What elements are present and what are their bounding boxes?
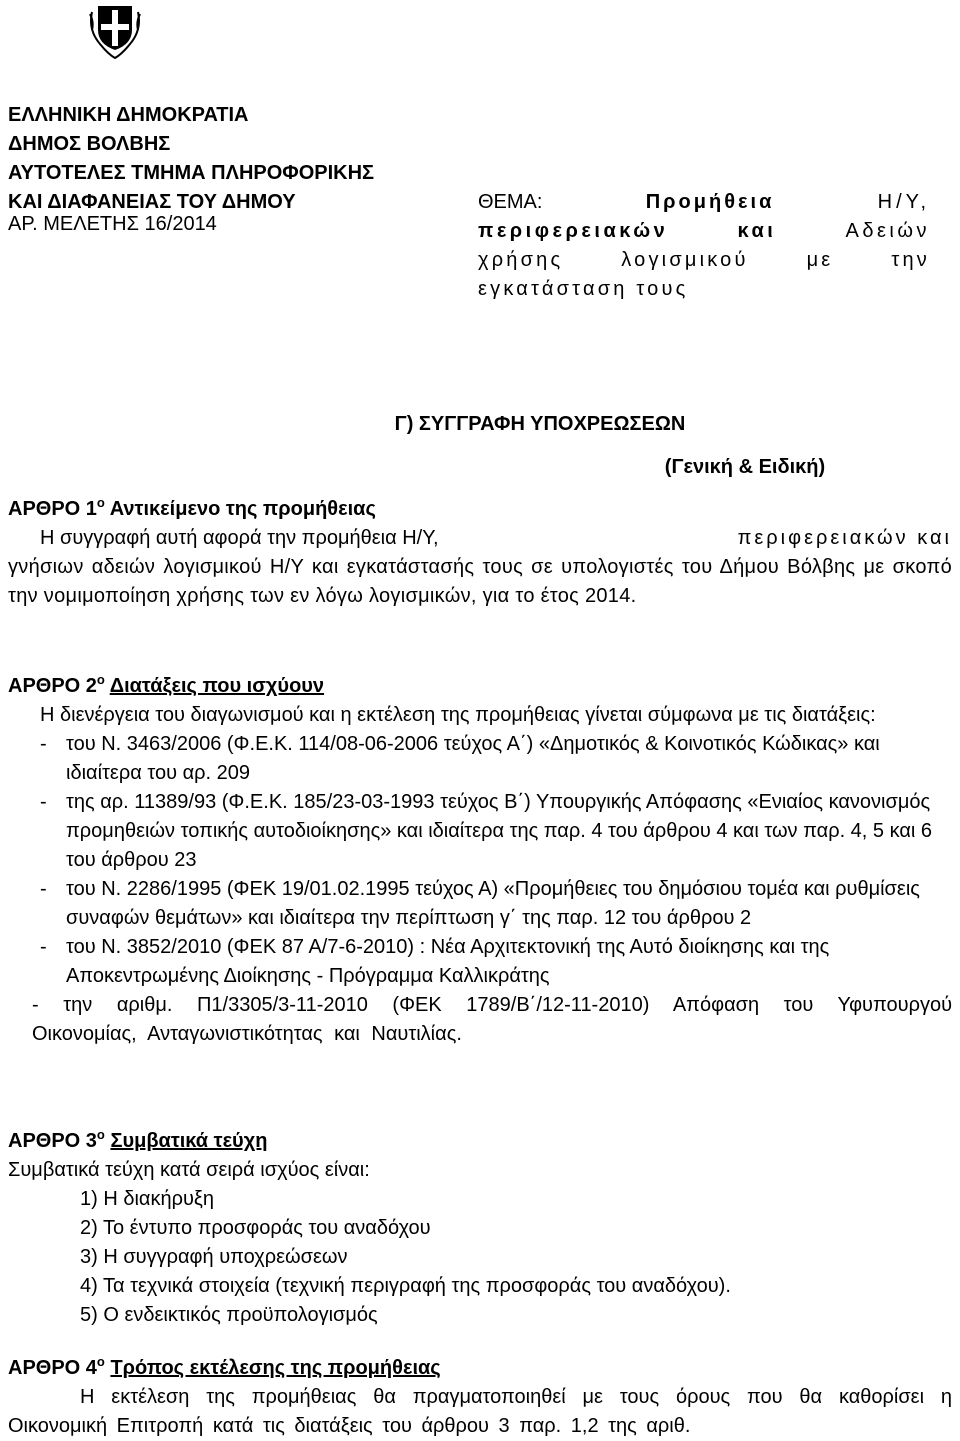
subject-word: εγκατάσταση τους: [478, 278, 689, 300]
subject-block: [478, 188, 930, 304]
list-item: - του Ν. 3852/2010 (ΦΕΚ 87 Α/7-6-2010) : Νέα Αρχιτεκτονική της Αυτό διοίκησης και της Αποκεντρωμένης Διοίκησης - Πρόγραμμα Καλλικράτης: [8, 933, 952, 991]
article-number: ΑΡΘΡΟ 2: [8, 675, 97, 697]
study-number: ΑΡ. ΜΕΛΕΤΗΣ 16/2014: [8, 213, 217, 235]
section-subtitle: (Γενική & Ειδική): [664, 456, 826, 478]
list-item: - της αρ. 11389/93 (Φ.Ε.Κ. 185/23-03-1993 τεύχος Β΄) Υπουργικής Απόφασης «Ενιαίος κανονισμός προμηθειών τοπικής αυτοδιοίκησης» και ιδιαίτερα της παρ. 4 του άρθρου 4 και των παρ. 4, 5 και 6 του άρθρου 23: [8, 788, 952, 875]
numbered-item: 1) Η διακήρυξη: [80, 1188, 214, 1210]
article-text: Η συγγραφή αυτή αφορά την προμήθεια Η/Υ,: [40, 527, 439, 549]
article-heading: [8, 1127, 952, 1156]
list-item-last: - την αριθμ. Π1/3305/3-11-2010 (ΦΕΚ 1789/Β΄/12-11-2010) Απόφαση του Υφυπουργού Οικονομίας, Ανταγωνιστικότητας και Ναυτιλίας.: [32, 994, 952, 1045]
subject-word: χρήσης: [478, 249, 564, 271]
list-item: - του Ν. 3463/2006 (Φ.Ε.Κ. 114/08-06-2006 τεύχος Α΄) «Δημοτικός & Κοινοτικός Κώδικας» και ιδιαίτερα του αρ. 209: [8, 730, 952, 788]
article-ordinal: ο: [96, 672, 105, 687]
subject-label: ΘΕΜΑ:: [478, 191, 543, 213]
article-1: [8, 495, 952, 611]
article-ordinal: ο: [96, 495, 105, 510]
subject-word: περιφερειακών: [478, 220, 669, 242]
list-item-text: του Ν. 3852/2010 (ΦΕΚ 87 Α/7-6-2010) : Νέα Αρχιτεκτονική της Αυτό διοίκησης και της Αποκεντρωμένης Διοίκησης - Πρόγραμμα Καλλικράτης: [66, 936, 830, 987]
numbered-item: 5) Ο ενδεικτικός προϋπολογισμός: [80, 1304, 378, 1326]
article-ordinal: ο: [96, 1354, 105, 1369]
list-item-text: της αρ. 11389/93 (Φ.Ε.Κ. 185/23-03-1993 τεύχος Β΄) Υπουργικής Απόφασης «Ενιαίος κανονισμός προμηθειών τοπικής αυτοδιοίκησης» και ιδιαίτερα της παρ. 4 του άρθρου 4 και των παρ. 4, 5 και 6 του άρθρου 23: [66, 791, 933, 871]
article-title: Διατάξεις που ισχύουν: [109, 675, 325, 697]
list-item-text: του Ν. 3463/2006 (Φ.Ε.Κ. 114/08-06-2006 τεύχος Α΄) «Δημοτικός & Κοινοτικός Κώδικας» και ιδιαίτερα του αρ. 209: [66, 733, 880, 784]
article-title: Συμβατικά τεύχη: [110, 1130, 268, 1152]
issuer-line: ΚΑΙ ΔΙΑΦΑΝΕΙΑΣ ΤΟΥ ΔΗΜΟΥ: [8, 191, 296, 213]
greek-coat-of-arms-icon: [84, 0, 146, 60]
article-number: ΑΡΘΡΟ 4: [8, 1357, 97, 1379]
subject-word: Αδειών: [845, 220, 930, 242]
issuer-line: ΔΗΜΟΣ ΒΟΛΒΗΣ: [8, 133, 171, 155]
article-heading: [8, 495, 952, 524]
subject-word: και: [737, 220, 777, 242]
subject-word: Η/Υ,: [877, 191, 930, 213]
issuer-block: [8, 101, 448, 217]
article-heading: [8, 1354, 952, 1383]
list-item: - του Ν. 2286/1995 (ΦΕΚ 19/01.02.1995 τεύχος Α) «Προμήθειες του δημόσιου τομέα και ρυθμίσεις συναφών θεμάτων» και ιδιαίτερα την περίπτωση γ΄ της παρ. 12 του άρθρου 2: [8, 875, 952, 933]
article-number: ΑΡΘΡΟ 1: [8, 498, 97, 520]
article-title: Αντικείμενο της προμήθειας: [109, 498, 376, 520]
article-text: Συμβατικά τεύχη κατά σειρά ισχύος είναι:: [8, 1159, 370, 1181]
list-item-text: του Ν. 2286/1995 (ΦΕΚ 19/01.02.1995 τεύχος Α) «Προμήθειες του δημόσιου τομέα και ρυθμίσεις συναφών θεμάτων» και ιδιαίτερα την περίπτωση γ΄ της παρ. 12 του άρθρου 2: [66, 878, 920, 929]
article-2: [8, 672, 952, 1049]
article-3: [8, 1127, 952, 1330]
issuer-line: ΕΛΛΗΝΙΚΗ ΔΗΜΟΚΡΑΤΙΑ: [8, 104, 249, 126]
numbered-item: 4) Τα τεχνικά στοιχεία (τεχνική περιγραφή της προσφοράς του αναδόχου).: [80, 1275, 731, 1297]
article-heading: [8, 672, 952, 701]
subject-word: την: [891, 249, 930, 271]
article-4: [8, 1354, 952, 1441]
article-text: περιφερειακών και: [737, 527, 952, 549]
numbered-item: 2) Το έντυπο προσφοράς του αναδόχου: [80, 1217, 431, 1239]
subject-word: Προμήθεια: [645, 191, 775, 213]
article-text: Η εκτέλεση της προμήθειας θα πραγματοποιηθεί με τους όρους που θα καθορίσει η Οικονομική Επιτροπή κατά τις διατάξεις του άρθρου 3 παρ. 1,2 της αριθ.: [8, 1386, 952, 1437]
article-number: ΑΡΘΡΟ 3: [8, 1130, 97, 1152]
subject-word: λογισμικού: [621, 249, 749, 271]
article-text: Η διενέργεια του διαγωνισμού και η εκτέλεση της προμήθειας γίνεται σύμφωνα με τις διατάξεις:: [40, 704, 876, 726]
article-title: Τρόπος εκτέλεσης της προμήθειας: [110, 1357, 441, 1379]
section-title: Γ) ΣΥΓΓΡΑΦΗ ΥΠΟΧΡΕΩΣΕΩΝ: [394, 413, 686, 435]
numbered-item: 3) Η συγγραφή υποχρεώσεων: [80, 1246, 348, 1268]
article-ordinal: ο: [96, 1127, 105, 1142]
issuer-line: ΑΥΤΟΤΕΛΕΣ ΤΜΗΜΑ ΠΛΗΡΟΦΟΡΙΚΗΣ: [8, 162, 375, 184]
subject-word: με: [806, 249, 834, 271]
article-text: γνήσιων αδειών λογισμικού Η/Υ και εγκατάστασής τους σε υπολογιστές του Δήμου Βόλβης με σκοπό την νομιμοποίηση χρήσης των εν λόγω λογισμικών, για το έτος 2014.: [8, 556, 952, 607]
